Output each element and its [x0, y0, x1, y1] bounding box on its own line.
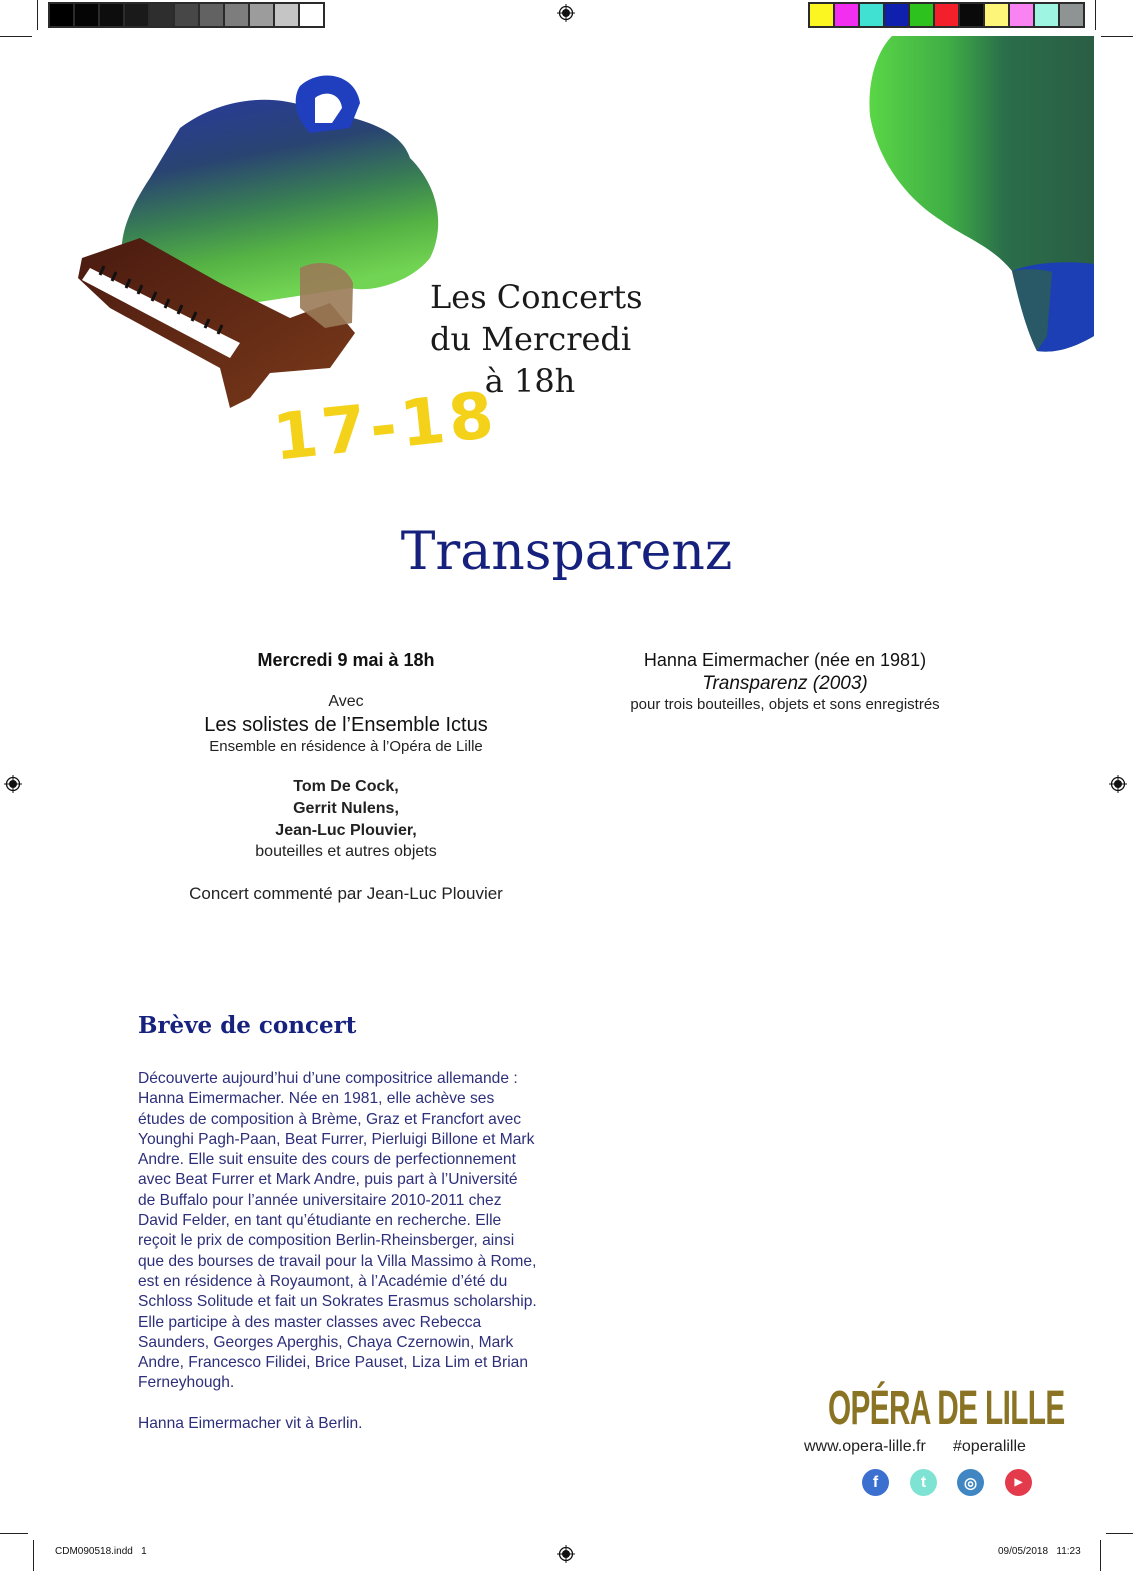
instagram-glyph: ◎	[963, 1474, 978, 1492]
concert-date: Mercredi 9 mai à 18h	[257, 650, 435, 670]
process-color-bar	[808, 2, 1085, 28]
watercolor-blob-illustration	[862, 36, 1094, 356]
performer-name: Gerrit Nulens,	[293, 800, 399, 817]
series-title-line: du Mercredi	[430, 320, 632, 358]
color-swatch	[225, 4, 250, 26]
color-swatch	[1035, 4, 1060, 26]
grayscale-color-bar	[48, 2, 325, 28]
breve-paragraph: Hanna Eimermacher vit à Berlin.	[138, 1414, 363, 1432]
performer-name: Tom De Cock,	[293, 778, 399, 795]
color-swatch	[960, 4, 985, 26]
color-swatch	[75, 4, 100, 26]
with-label: Avec	[328, 693, 364, 710]
performer-instruments: bouteilles et autres objets	[255, 843, 437, 860]
breve-body	[138, 1069, 538, 1434]
color-swatch	[250, 4, 275, 26]
slug-filename: CDM090518.indd 1	[55, 1546, 147, 1557]
crop-mark	[1095, 0, 1096, 30]
color-swatch	[275, 4, 300, 26]
instagram-icon[interactable]	[957, 1469, 984, 1496]
color-swatch	[810, 4, 835, 26]
color-swatch	[100, 4, 125, 26]
facebook-glyph: f	[872, 1473, 879, 1491]
color-swatch	[935, 4, 960, 26]
performer-name: Jean-Luc Plouvier,	[275, 822, 417, 839]
registration-mark-icon	[557, 4, 575, 22]
color-swatch	[885, 4, 910, 26]
facebook-icon[interactable]	[862, 1469, 889, 1496]
program-works	[585, 648, 985, 714]
concert-title: Transparenz	[400, 522, 733, 582]
commentary-credit: Concert commenté par Jean-Luc Plouvier	[189, 884, 503, 903]
website-link[interactable]: www.opera-lille.fr	[804, 1438, 926, 1455]
youtube-glyph: ▶	[1014, 1477, 1023, 1488]
season-number-handwritten: 17-18	[269, 378, 501, 476]
breve-heading: Brève de concert	[138, 1012, 357, 1039]
piano-watercolor-illustration	[70, 68, 455, 413]
color-swatch	[175, 4, 200, 26]
registration-mark-icon	[557, 1545, 575, 1563]
youtube-icon[interactable]	[1005, 1469, 1032, 1496]
crop-mark	[1106, 1533, 1133, 1534]
crop-mark	[33, 1540, 34, 1571]
crop-mark	[1100, 1540, 1101, 1571]
ensemble-note: Ensemble en résidence à l’Opéra de Lille	[209, 738, 483, 755]
breve-paragraph: Découverte aujourd’hui d’une compositrice allemande : Hanna Eimermacher. Née en 1981, elle achève ses études de composition à Brème, Graz et Francfort avec Younghi Pagh-Paan, Beat Furrer, Pierluigi Billone et Mark Andre. Elle suit ensuite des cours de perfectionnement avec Beat Furrer et Mark Andre, puis part à l’Université de Buffalo pour l’année universitaire 2010-2011 chez David Felder, en tant qu’étudiante en recherche. Elle reçoit le prix de composition Berlin-Rheinsberger, ainsi que des bourses de travail pour la Villa Massimo à Rome, est en résidence à Royaumont, à l’Académie d’été du Schloss Solitude et fait un Sokrates Erasmus scholarship. Elle participe à des master classes avec Rebecca Saunders, Georges Aperghis, Chaya Czernowin, Mark Andre, Francesco Filidei, Brice Pauset, Liza Lim et Brian Ferneyhough.	[138, 1070, 537, 1392]
work-title: Transparenz (2003)	[702, 673, 868, 694]
performer-list	[130, 776, 562, 842]
color-swatch	[910, 4, 935, 26]
slug-timestamp: 09/05/2018 11:23	[998, 1546, 1081, 1557]
crop-mark	[1101, 36, 1133, 37]
color-swatch	[50, 4, 75, 26]
color-swatch	[860, 4, 885, 26]
color-swatch	[835, 4, 860, 26]
ensemble-name: Les solistes de l’Ensemble Ictus	[204, 714, 488, 736]
twitter-glyph: t	[920, 1473, 927, 1491]
crop-mark	[37, 0, 38, 30]
twitter-icon[interactable]	[910, 1469, 937, 1496]
series-title-line: Les Concerts	[430, 278, 643, 316]
registration-mark-icon	[1109, 775, 1127, 793]
color-swatch	[150, 4, 175, 26]
series-title	[430, 276, 643, 402]
color-swatch	[300, 4, 323, 26]
composer-name: Hanna Eimermacher (née en 1981)	[643, 650, 927, 670]
hashtag-link[interactable]: #operalille	[953, 1438, 1026, 1455]
crop-mark	[0, 1533, 28, 1534]
color-swatch	[125, 4, 150, 26]
color-swatch	[1060, 4, 1083, 26]
crop-mark	[0, 36, 32, 37]
color-swatch	[985, 4, 1010, 26]
registration-mark-icon	[4, 775, 22, 793]
color-swatch	[200, 4, 225, 26]
program-performers	[130, 648, 562, 904]
series-title-line: à 18h	[484, 362, 576, 400]
work-instrumentation: pour trois bouteilles, objets et sons enregistrés	[630, 696, 940, 713]
color-swatch	[1010, 4, 1035, 26]
opera-de-lille-logo: OPÉRA DE LILLE	[828, 1382, 1065, 1435]
